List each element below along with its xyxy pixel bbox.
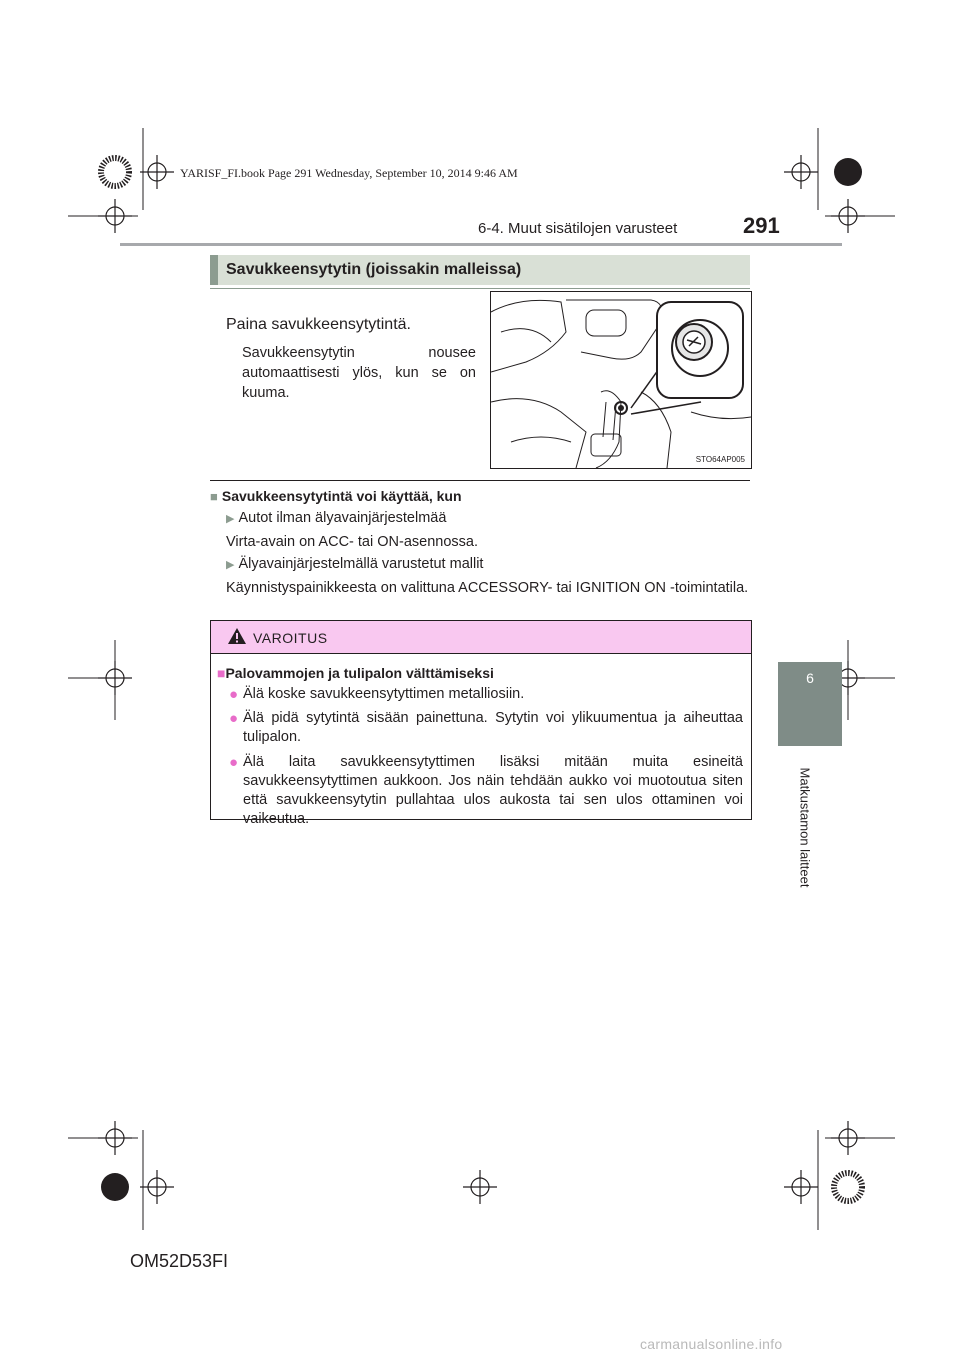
chapter-title: Matkustamon laitteet <box>797 767 813 888</box>
warning-subheading-row <box>217 665 494 681</box>
cigarette-lighter-illustration <box>490 291 752 469</box>
warning-triangle-icon <box>227 627 247 645</box>
warning-item: ● Älä laita savukkeensytyttimen lisäksi mitään muita esineitä savukkeensytyttimen aukkoon. Jos näin tehdään aukko voi muotoutua siten että savukkeensytytin pullahtaa ulos aukosta tai sen ulos ottaminen voi vaikeutua. <box>229 754 743 827</box>
warning-item: ● Älä pidä sytytintä sisään painettuna. Sytytin voi ylikuumentua ja aiheuttaa tulipalon. <box>229 710 743 745</box>
usage-case-text: Virta-avain on ACC- tai ON-asennossa. <box>226 534 478 550</box>
square-bullet-icon: ■ <box>210 489 218 504</box>
square-bullet-icon: ■ <box>217 665 226 681</box>
usage-heading-row <box>210 488 462 504</box>
bullet-dot-icon: ● <box>229 686 239 703</box>
page-number: 291 <box>743 213 780 238</box>
section-header: 6-4. Muut sisätilojen varusteet <box>478 220 678 237</box>
bullet-dot-icon: ● <box>229 754 239 771</box>
warning-subheading: Palovammojen ja tulipalon välttämiseksi <box>225 665 494 681</box>
warning-header <box>211 621 751 654</box>
usage-case-text: Käynnistyspainikkeesta on valittuna ACCESSORY- tai IGNITION ON -toimintatila. <box>226 580 749 596</box>
warning-title: VAROITUS <box>253 630 328 646</box>
header-rule <box>120 243 842 246</box>
usage-heading: Savukkeensytytintä voi käyttää, kun <box>221 488 462 504</box>
figure-code: STO64AP005 <box>695 455 745 464</box>
chapter-tab[interactable] <box>778 662 842 746</box>
document-code: OM52D53FI <box>130 1251 229 1271</box>
warning-item: ● Älä koske savukkeensytyttimen metalliosiin. <box>229 686 525 703</box>
title-underline <box>210 288 750 289</box>
chapter-number: 6 <box>806 670 814 686</box>
separator <box>210 480 750 481</box>
title-accent <box>210 255 218 285</box>
usage-case-label: ▶ Älyavainjärjestelmällä varustetut mallit <box>226 556 484 572</box>
bullet-dot-icon: ● <box>229 710 239 727</box>
usage-case-label: ▶ Autot ilman älyavainjärjestelmää <box>226 510 447 526</box>
section-title: Savukkeensytytin (joissakin malleissa) <box>226 261 522 278</box>
dashboard-drawing <box>491 292 751 468</box>
arrow-icon: ▶ <box>226 559 235 571</box>
warning-box <box>210 620 752 827</box>
chapter-title-vertical <box>780 752 816 902</box>
section-title-bar <box>210 255 750 285</box>
instruction: Paina savukkeensytytintä. <box>226 316 411 333</box>
watermark: carmanualsonline.info <box>640 1336 783 1352</box>
arrow-icon: ▶ <box>226 513 235 525</box>
instruction-note: Savukkeensytytin nousee automaattisesti ylös, kun se on kuuma. <box>242 345 476 401</box>
book-info: YARISF_FI.book Page 291 Wednesday, September 10, 2014 9:46 AM <box>180 166 518 180</box>
